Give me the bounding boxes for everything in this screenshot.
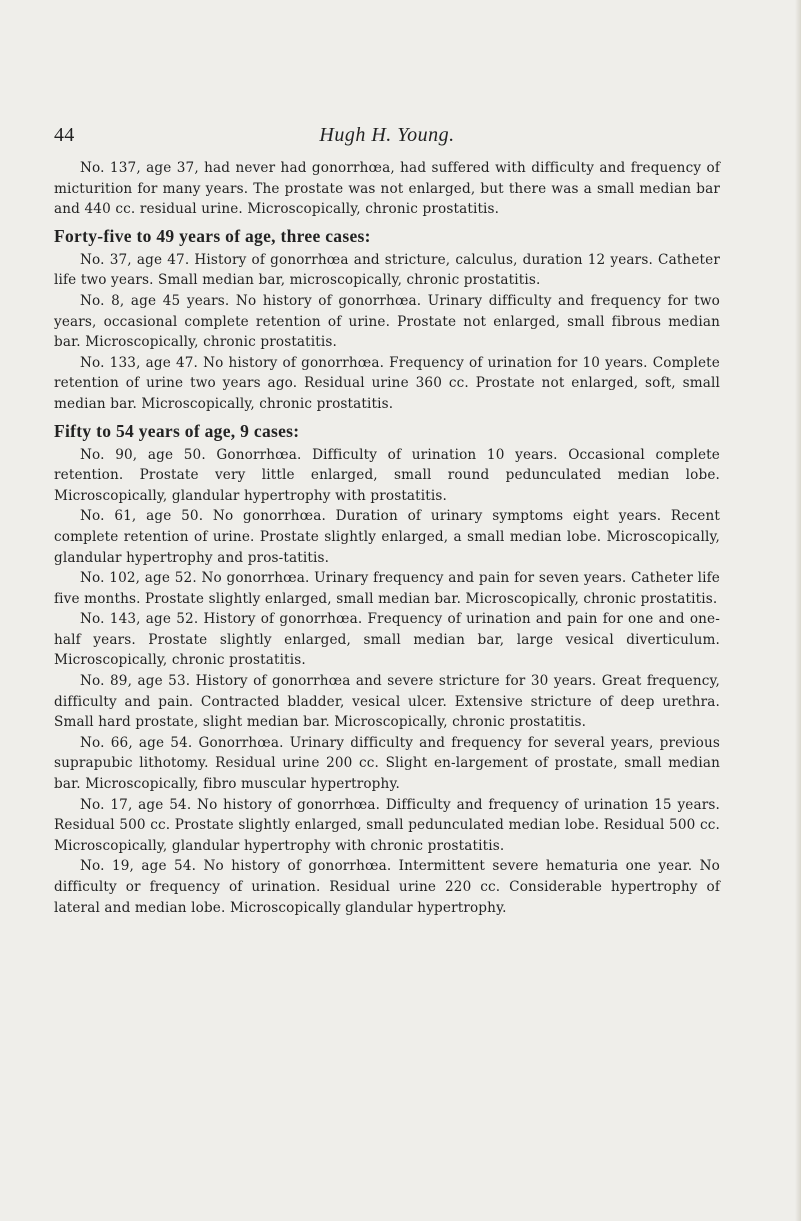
paragraph: No. 66, age 54. Gonorrhœa. Urinary difficulty and frequency for several years, previous suprapubic lithotomy. Residual urine 200 cc. Slight en-largement of prostate, small median bar. Microscopically, fibro muscular hypertrophy.: [54, 734, 720, 793]
section-heading: Forty-five to 49 years of age, three cases:: [54, 225, 371, 246]
page-number: 44: [54, 124, 75, 146]
paragraph: No. 102, age 52. No gonorrhœa. Urinary frequency and pain for seven years. Catheter life five months. Prostate slightly enlarged, small median bar. Microscopically, chronic prostatitis.: [54, 570, 720, 607]
paragraph: No. 8, age 45 years. No history of gonorrhœa. Urinary difficulty and frequency for two years, occasional complete retention of urine. Prostate not enlarged, small fibrous median bar. Microscopically, chronic prostatitis.: [54, 292, 720, 351]
running-head: Hugh H. Young.: [319, 124, 455, 146]
paragraph: No. 89, age 53. History of gonorrhœa and severe stricture for 30 years. Great frequency, difficulty and pain. Contracted bladder, vesical ulcer. Extensive stricture of deep urethra. Small hard prostate, slight median bar. Microscopically, chronic prostatitis.: [54, 673, 720, 731]
paragraph: No. 143, age 52. History of gonorrhœa. Frequency of urination and pain for one and one-half years. Prostate slightly enlarged, small median bar, large vesical diverticulum. Microscopically, chronic prostatitis.: [54, 611, 720, 669]
paragraph: No. 19, age 54. No history of gonorrhœa. Intermittent severe hematuria one year. No difficulty or frequency of urination. Residual urine 220 cc. Considerable hypertrophy of lateral and median lobe. Microscopically glandular hypertrophy.: [54, 858, 720, 916]
section-heading: Fifty to 54 years of age, 9 cases:: [54, 420, 300, 441]
paragraph: No. 37, age 47. History of gonorrhœa and stricture, calculus, duration 12 years. Catheter life two years. Small median bar, microscopically, chronic prostatitis.: [54, 251, 720, 289]
page-edge-shade: [795, 0, 801, 1221]
paragraph: No. 90, age 50. Gonorrhœa. Difficulty of urination 10 years. Occasional complete retention. Prostate very little enlarged, small round pedunculated median lobe. Microscopically, glandular hypertrophy with prostatitis.: [54, 446, 720, 504]
paragraph: No. 133, age 47. No history of gonorrhœa. Frequency of urination for 10 years. Complete retention of urine two years ago. Residual urine 360 cc. Prostate not enlarged, soft, small median bar. Microscopically, chronic prostatitis.: [54, 354, 720, 412]
paragraph: No. 61, age 50. No gonorrhœa. Duration of urinary symptoms eight years. Recent complete retention of urine. Prostate slightly enlarged, a small median lobe. Microscopically, glandular hypertrophy and pros-tatitis.: [54, 508, 720, 566]
page-body: [54, 158, 720, 918]
paragraph: No. 17, age 54. No history of gonorrhœa. Difficulty and frequency of urination 15 years. Residual 500 cc. Prostate slightly enlarged, small pedunculated median lobe. Residual 500 cc. Microscopically, glandular hypertrophy with chronic prostatitis.: [54, 796, 720, 854]
page-header: [54, 124, 720, 146]
paragraph: No. 137, age 37, had never had gonorrhœa, had suffered with difficulty and frequency of micturition for many years. The prostate was not enlarged, but there was a small median bar and 440 cc. residual urine. Microscopically, chronic prostatitis.: [54, 160, 720, 218]
